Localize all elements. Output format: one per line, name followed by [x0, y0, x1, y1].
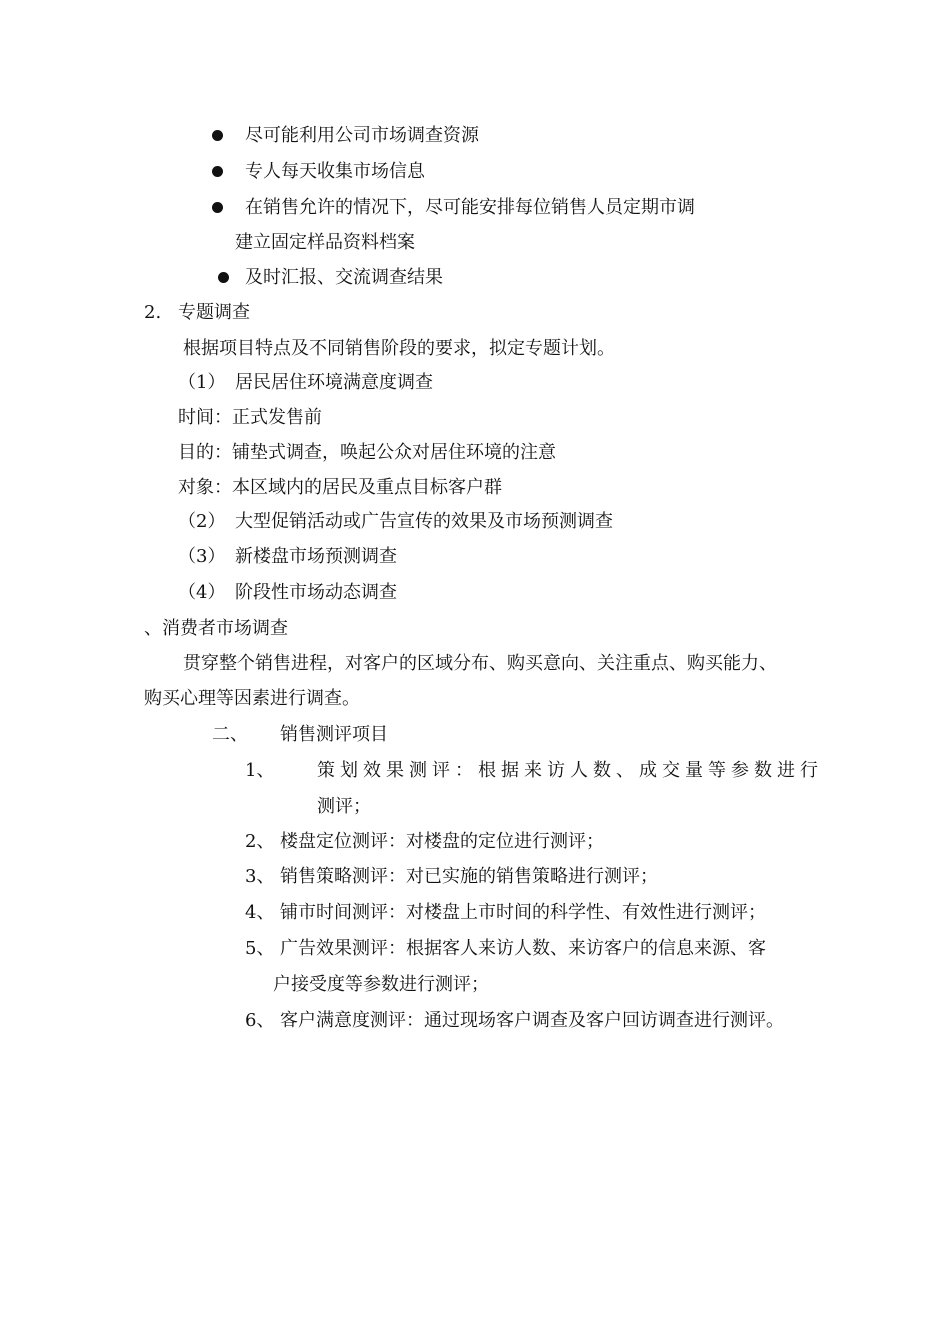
evaluation-text: 广告效果测评：根据客人来访人数、来访客户的信息来源、客 — [280, 938, 766, 959]
evaluation-number: 2、 — [245, 831, 275, 852]
bullet-item: 及时汇报、交流调查结果 — [245, 267, 443, 288]
subsection-title: 阶段性市场动态调查 — [235, 582, 397, 603]
evaluation-text: 楼盘定位测评：对楼盘的定位进行测评； — [280, 831, 604, 852]
evaluation-number: 5、 — [245, 938, 275, 959]
bullet-item: 专人每天收集市场信息 — [245, 161, 425, 182]
subsection-label: （3） — [178, 546, 226, 567]
paragraph-line: 购买心理等因素进行调查。 — [144, 688, 360, 709]
subsection-label: （4） — [178, 582, 226, 603]
part-number: 二、 — [212, 724, 248, 745]
bullet-item-continuation: 建立固定样品资料档案 — [235, 232, 415, 253]
evaluation-text-continuation: 测评； — [317, 796, 371, 817]
part-title: 销售测评项目 — [280, 724, 388, 745]
paragraph-line: 贯穿整个销售进程，对客户的区域分布、购买意向、关注重点、购买能力、 — [183, 653, 777, 674]
section-heading: 、消费者市场调查 — [144, 618, 288, 639]
evaluation-text: 销售策略测评：对已实施的销售策略进行测评； — [280, 866, 658, 887]
evaluation-text: 策划效果测评：根据来访人数、成交量等参数进行 — [317, 760, 823, 781]
subsection-title: 大型促销活动或广告宣传的效果及市场预测调查 — [235, 511, 613, 532]
evaluation-number: 1、 — [245, 760, 275, 781]
bullet-dot — [212, 202, 223, 213]
section-intro: 根据项目特点及不同销售阶段的要求，拟定专题计划。 — [183, 338, 615, 359]
subsection-label: （1） — [178, 372, 226, 393]
bullet-dot — [212, 166, 223, 177]
subsection-title: 居民居住环境满意度调查 — [235, 372, 433, 393]
evaluation-number: 3、 — [245, 866, 275, 887]
section-title: 专题调查 — [178, 302, 250, 323]
evaluation-number: 6、 — [245, 1010, 275, 1031]
bullet-dot — [212, 130, 223, 141]
detail-time: 时间：正式发售前 — [178, 407, 322, 428]
bullet-dot — [218, 272, 229, 283]
evaluation-text: 铺市时间测评：对楼盘上市时间的科学性、有效性进行测评； — [280, 902, 766, 923]
evaluation-number: 4、 — [245, 902, 275, 923]
bullet-item: 尽可能利用公司市场调查资源 — [245, 125, 479, 146]
section-number: 2. — [144, 302, 162, 323]
evaluation-text: 客户满意度测评：通过现场客户调查及客户回访调查进行测评。 — [280, 1010, 784, 1031]
detail-target: 对象：本区域内的居民及重点目标客户群 — [178, 477, 502, 498]
bullet-item: 在销售允许的情况下，尽可能安排每位销售人员定期市调 — [245, 197, 695, 218]
subsection-title: 新楼盘市场预测调查 — [235, 546, 397, 567]
evaluation-text-continuation: 户接受度等参数进行测评； — [273, 974, 489, 995]
subsection-label: （2） — [178, 511, 226, 532]
detail-purpose: 目的：铺垫式调查，唤起公众对居住环境的注意 — [178, 442, 556, 463]
